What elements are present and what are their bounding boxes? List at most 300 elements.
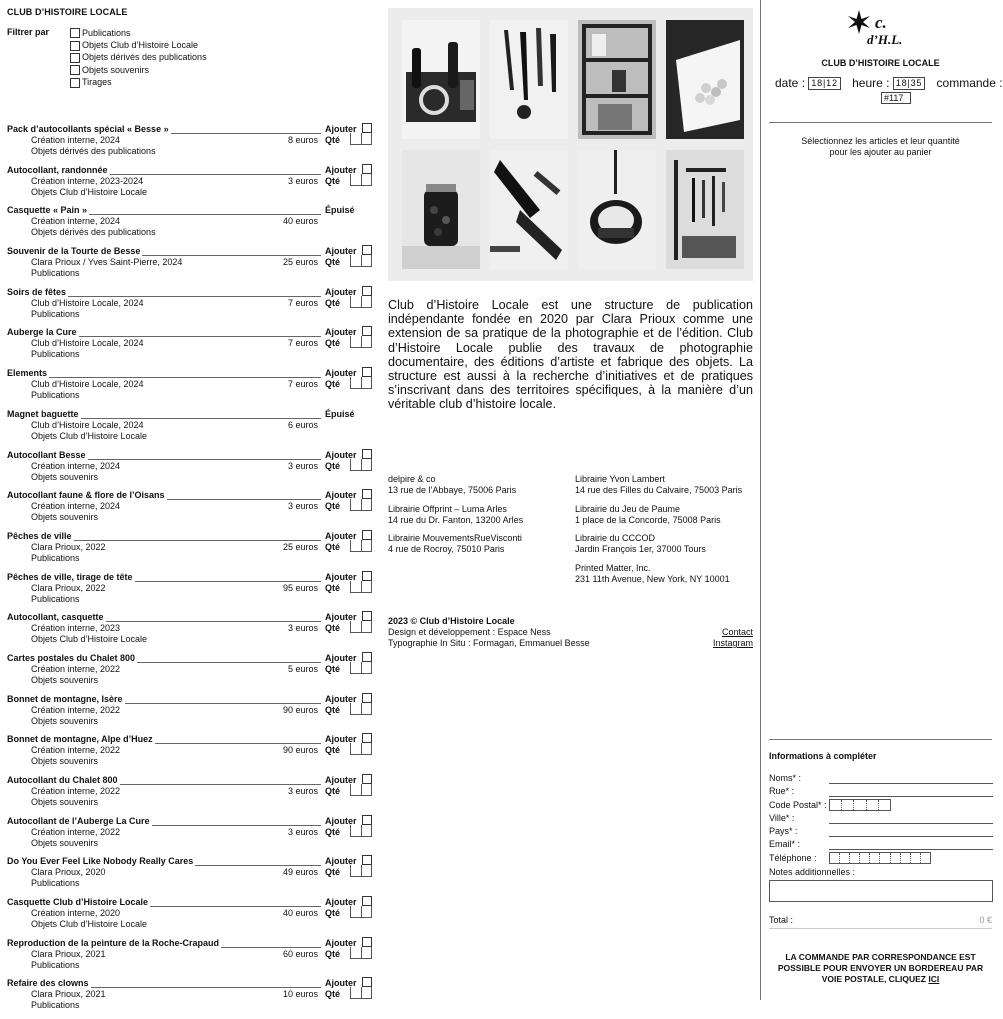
product-name: Magnet baguette xyxy=(7,408,79,419)
product-author-year: Clara Prioux, 2021 xyxy=(31,948,106,959)
product-category: Objets Club d’Histoire Locale xyxy=(31,634,148,645)
product-price: 40 euros xyxy=(282,908,318,919)
add-to-cart-checkbox[interactable] xyxy=(362,571,372,581)
add-to-cart-checkbox[interactable] xyxy=(362,733,372,743)
add-label: Ajouter xyxy=(325,246,357,257)
filter-label: Filtrer par xyxy=(7,27,50,37)
add-label: Ajouter xyxy=(325,897,357,908)
add-label: Ajouter xyxy=(325,978,357,989)
stockist-name: Printed Matter, Inc. xyxy=(575,563,651,573)
product-author-year: Création interne, 2022 xyxy=(31,786,121,796)
product-header xyxy=(7,205,373,217)
product-name: Autocollant faune & flore de l’Oisans xyxy=(7,490,165,501)
product-price: 7 euros xyxy=(287,338,318,349)
add-to-cart-checkbox[interactable] xyxy=(362,326,372,336)
product-author-year: Création interne, 2020 xyxy=(31,908,121,919)
product-category: Objets souvenirs xyxy=(31,471,99,482)
time-minute: 35 xyxy=(910,78,923,88)
stockist-name: Librairie MouvementsRueVisconti xyxy=(388,533,522,543)
product-name: Casquette Club d’Histoire Locale xyxy=(7,897,149,908)
product-author-year: Création interne, 2023 xyxy=(31,623,121,634)
add-to-cart-checkbox[interactable] xyxy=(362,815,372,825)
add-label: Ajouter xyxy=(325,693,357,704)
product-category: Objets dérivés des publications xyxy=(31,227,156,238)
filter-option-label: Publications xyxy=(82,27,131,38)
add-to-cart-checkbox[interactable] xyxy=(362,123,372,133)
product-author-year: Club d’Histoire Locale, 2024 xyxy=(31,379,144,390)
product-leader-line xyxy=(7,377,321,378)
product-header xyxy=(7,450,373,462)
stockist-name: Librairie du CCCOD xyxy=(575,533,656,543)
filter-option-label: Objets dérivés des publications xyxy=(82,52,207,63)
add-to-cart-checkbox[interactable] xyxy=(362,245,372,255)
filter-option-label: Tirages xyxy=(82,77,112,88)
product-price: 95 euros xyxy=(282,582,318,593)
add-label: Ajouter xyxy=(325,164,357,175)
quantity-input[interactable] xyxy=(350,743,372,755)
product-author-year: Clara Prioux, 2022 xyxy=(31,582,106,593)
form-field-label: Noms* : xyxy=(769,773,802,783)
product-name: Soirs de fêtes xyxy=(7,286,67,297)
filter-option[interactable] xyxy=(70,64,207,76)
form-row xyxy=(769,773,993,786)
add-label: Ajouter xyxy=(325,530,357,541)
product-price: 49 euros xyxy=(282,867,318,878)
add-to-cart-checkbox[interactable] xyxy=(362,937,372,947)
product-header xyxy=(7,287,373,299)
quantity-input[interactable] xyxy=(350,662,372,674)
quantity-input[interactable] xyxy=(350,459,372,471)
add-label: Ajouter xyxy=(325,815,357,826)
product-name: Pêches de ville xyxy=(7,530,72,541)
quantity-label: Qté xyxy=(325,826,341,837)
form-row xyxy=(769,786,993,799)
quantity-input[interactable] xyxy=(350,865,372,877)
product-category: Publications xyxy=(31,878,80,889)
quantity-label: Qté xyxy=(325,257,341,268)
quantity-input[interactable] xyxy=(350,581,372,593)
product-list xyxy=(7,124,373,1019)
product-price: 3 euros xyxy=(287,826,318,837)
quantity-input[interactable] xyxy=(350,296,372,308)
form-field-label: Pays* : xyxy=(769,826,798,837)
product-row xyxy=(7,856,373,897)
product-row xyxy=(7,409,373,450)
product-header xyxy=(7,734,373,746)
product-category: Objets souvenirs xyxy=(31,512,99,523)
product-name: Autocollant de l’Auberge La Cure xyxy=(7,815,150,826)
quantity-label: Qté xyxy=(325,989,341,1000)
product-category: Publications xyxy=(31,349,80,360)
product-category: Objets souvenirs xyxy=(31,674,99,685)
product-name: Do You Ever Feel Like Nobody Really Cares xyxy=(7,856,194,867)
quantity-input[interactable] xyxy=(350,947,372,959)
gallery-photo xyxy=(578,150,656,269)
product-price: 40 euros xyxy=(282,216,318,227)
quantity-label: Qté xyxy=(325,948,341,959)
product-price: 3 euros xyxy=(287,786,318,796)
product-author-year: Clara Prioux, 2021 xyxy=(31,989,106,1000)
about-text: Club d’Histoire Locale est une structure de publication indépendante fondée en 2020 par Clara Prioux comme une extension de sa pratique de la photographie et de l’édition. Club d’Histoire Locale publie des travaux de photographie documentaire, des éditions d’artiste et fabrique des objets. La structure est aussi à la recherche d’initiatives et de pratiques s’inscrivant dans des territoires spécifiques, à la manière d’un véritable club d’histoire locale. xyxy=(388,298,753,412)
product-row xyxy=(7,938,373,979)
product-name: Reproduction de la peinture de la Roche-Crapaud xyxy=(7,937,220,948)
stockist-address: 1 place de la Concorde, 75008 Paris xyxy=(575,514,721,525)
product-price: 7 euros xyxy=(287,379,318,390)
filter-checkbox[interactable] xyxy=(70,53,80,63)
quantity-label: Qté xyxy=(325,297,341,308)
add-to-cart-checkbox[interactable] xyxy=(362,286,372,296)
product-row xyxy=(7,897,373,938)
filter-checkbox[interactable] xyxy=(70,65,80,75)
product-price: 7 euros xyxy=(287,297,318,308)
form-field-label: Téléphone : xyxy=(769,852,817,863)
quantity-input[interactable] xyxy=(350,784,372,796)
gallery-photo xyxy=(402,20,480,139)
product-row xyxy=(7,327,373,368)
product-author-year: Club d’Histoire Locale, 2024 xyxy=(31,297,144,308)
stockist-address: 13 rue de l’Abbaye, 75006 Paris xyxy=(388,484,517,495)
order-sidebar xyxy=(760,0,1003,1000)
filter-list xyxy=(70,27,207,89)
quantity-input[interactable] xyxy=(350,255,372,267)
quantity-input[interactable] xyxy=(350,987,372,999)
product-category: Objets souvenirs xyxy=(31,837,99,848)
product-name: Autocollant du Chalet 800 xyxy=(7,775,118,785)
filter-option[interactable] xyxy=(70,52,207,64)
gallery-photo xyxy=(666,20,744,139)
stockist xyxy=(575,504,760,526)
quantity-label: Qté xyxy=(325,663,341,674)
svg-text:c.: c. xyxy=(875,13,887,32)
svg-text:d’H.L.: d’H.L. xyxy=(867,32,903,47)
add-label: Ajouter xyxy=(325,856,357,867)
notes-input[interactable] xyxy=(769,880,993,902)
product-header xyxy=(7,897,373,909)
date-label: date : xyxy=(775,76,806,90)
product-price: 3 euros xyxy=(287,175,318,186)
product-name: Refaire des clowns xyxy=(7,978,89,989)
product-header xyxy=(7,856,373,868)
mail-order-link[interactable]: ICI xyxy=(928,974,940,984)
form-field-label: Code Postal* : xyxy=(769,799,827,810)
product-name: Autocollant, randonnée xyxy=(7,164,108,175)
design-credit: Design et développement : Espace Ness xyxy=(388,626,551,637)
add-label: Ajouter xyxy=(325,612,357,623)
filter-checkbox[interactable] xyxy=(70,28,80,38)
product-header xyxy=(7,572,373,584)
add-to-cart-checkbox[interactable] xyxy=(362,774,372,784)
quantity-input[interactable] xyxy=(350,133,372,145)
order-number: #117 xyxy=(881,92,911,104)
product-author-year: Création interne, 2022 xyxy=(31,663,121,674)
gallery-photo xyxy=(490,150,568,269)
product-header xyxy=(7,775,373,787)
total-label: Total : xyxy=(769,915,794,925)
add-to-cart-checkbox[interactable] xyxy=(362,693,372,703)
product-category: Publications xyxy=(31,268,80,279)
sidebar-title: CLUB D’HISTOIRE LOCALE xyxy=(821,58,940,68)
form-title: Informations à compléter xyxy=(769,751,877,761)
site-logo xyxy=(845,10,915,48)
stockist xyxy=(388,474,573,496)
product-name: Bonnet de montagne, Alpe d’Huez xyxy=(7,734,153,745)
product-price: 25 euros xyxy=(282,257,318,268)
form-row xyxy=(769,813,993,826)
quantity-label: Qté xyxy=(325,135,341,145)
customer-form xyxy=(769,773,993,866)
form-field-input[interactable] xyxy=(829,796,993,797)
instagram-link[interactable]: Instagram xyxy=(712,638,753,648)
add-to-cart-checkbox[interactable] xyxy=(362,164,372,174)
quantity-label: Qté xyxy=(325,704,341,715)
stockist-address: 231 11th Avenue, New York, NY 10001 xyxy=(575,573,730,584)
product-header xyxy=(7,612,373,624)
form-field-input[interactable] xyxy=(829,836,993,837)
star-icon xyxy=(848,10,870,34)
add-to-cart-checkbox[interactable] xyxy=(362,652,372,662)
add-to-cart-checkbox[interactable] xyxy=(362,530,372,540)
product-row xyxy=(7,165,373,206)
form-field-label: Ville* : xyxy=(769,812,795,823)
filter-option-label: Objets Club d’Histoire Locale xyxy=(82,40,199,51)
product-price: 3 euros xyxy=(287,460,318,471)
gallery-photo xyxy=(578,20,656,139)
product-name: Bonnet de montagne, Isère xyxy=(7,693,123,704)
form-field-input[interactable] xyxy=(829,783,993,784)
gallery-photo xyxy=(666,150,744,269)
add-label: Ajouter xyxy=(325,775,357,785)
phone-input[interactable] xyxy=(829,852,931,864)
product-name: Elements xyxy=(7,368,48,379)
add-label: Ajouter xyxy=(325,368,357,379)
stockist-address: 14 rue des Filles du Calvaire, 75003 Paris xyxy=(575,484,743,495)
mail-order-note xyxy=(767,952,994,985)
quantity-input[interactable] xyxy=(350,621,372,633)
product-header xyxy=(7,165,373,177)
product-header xyxy=(7,531,373,543)
filter-option[interactable] xyxy=(70,77,207,89)
product-row xyxy=(7,531,373,572)
product-price: 25 euros xyxy=(282,541,318,552)
product-row xyxy=(7,816,373,857)
quantity-label: Qté xyxy=(325,501,341,512)
gallery-photo xyxy=(490,20,568,139)
typography-credit: Typographie In Situ : Formagari, Emmanuel Besse xyxy=(388,637,590,648)
quantity-label: Qté xyxy=(325,582,341,593)
filter-checkbox[interactable] xyxy=(70,78,80,88)
quantity-label: Qté xyxy=(325,541,341,552)
add-label: Ajouter xyxy=(325,734,357,745)
product-category: Publications xyxy=(31,390,80,401)
product-category: Objets Club d’Histoire Locale xyxy=(31,186,148,197)
add-label: Ajouter xyxy=(325,571,357,582)
product-category: Publications xyxy=(31,308,80,319)
product-row xyxy=(7,978,373,1019)
quantity-label: Qté xyxy=(325,379,341,390)
stockist-name: Librairie Offprint – Luma Arles xyxy=(388,504,507,514)
contact-link[interactable]: Contact xyxy=(721,627,753,637)
quantity-label: Qté xyxy=(325,623,341,634)
product-price: 3 euros xyxy=(287,501,318,512)
copyright: 2023 © Club d’Histoire Locale xyxy=(388,616,515,626)
form-row xyxy=(769,853,993,866)
add-label: Ajouter xyxy=(325,124,357,134)
product-row xyxy=(7,694,373,735)
product-author-year: Création interne, 2024 xyxy=(31,216,121,227)
add-to-cart-checkbox[interactable] xyxy=(362,489,372,499)
product-price: 8 euros xyxy=(287,135,318,145)
form-field-input[interactable] xyxy=(829,849,993,850)
product-author-year: Création interne, 2022 xyxy=(31,826,121,837)
stockist xyxy=(388,504,573,526)
product-category: Objets souvenirs xyxy=(31,756,99,767)
add-label: Ajouter xyxy=(325,449,357,460)
product-author-year: Clara Prioux, 2020 xyxy=(31,867,106,878)
product-category: Objets Club d’Histoire Locale xyxy=(31,919,148,930)
time-label: heure : xyxy=(852,76,890,90)
product-author-year: Clara Prioux / Yves Saint-Pierre, 2024 xyxy=(31,257,183,268)
product-header xyxy=(7,490,373,502)
product-price: 90 euros xyxy=(282,745,318,756)
product-category: Objets souvenirs xyxy=(31,715,99,726)
product-author-year: Création interne, 2024 xyxy=(31,460,121,471)
divider xyxy=(769,928,992,929)
product-author-year: Création interne, 2024 xyxy=(31,135,121,145)
time-hour: 18 xyxy=(895,78,908,88)
form-field-label: Rue* : xyxy=(769,786,795,797)
product-header xyxy=(7,653,373,665)
date-day: 18 xyxy=(811,78,823,88)
product-name: Pêches de ville, tirage de tête xyxy=(7,571,133,582)
date-month: 12 xyxy=(826,78,838,88)
quantity-label: Qté xyxy=(325,460,341,471)
product-author-year: Création interne, 2022 xyxy=(31,745,121,756)
postal-code-input[interactable] xyxy=(829,799,891,811)
quantity-label: Qté xyxy=(325,338,341,349)
quantity-input[interactable] xyxy=(350,906,372,918)
product-name: Auberge la Cure xyxy=(7,327,77,338)
gallery-photo xyxy=(402,150,480,269)
stockist xyxy=(575,533,760,555)
total-value: 0 € xyxy=(979,915,992,925)
product-price: 3 euros xyxy=(287,623,318,634)
product-row xyxy=(7,653,373,694)
product-header xyxy=(7,938,373,950)
product-price: 10 euros xyxy=(282,989,318,1000)
product-category: Publications xyxy=(31,593,80,604)
product-category: Objets souvenirs xyxy=(31,797,99,807)
quantity-label: Qté xyxy=(325,175,341,186)
product-row xyxy=(7,124,373,165)
product-row xyxy=(7,246,373,287)
product-row xyxy=(7,612,373,653)
divider xyxy=(769,122,992,123)
date-field: 18|12 xyxy=(808,77,840,90)
add-to-cart-checkbox[interactable] xyxy=(362,896,372,906)
quantity-input[interactable] xyxy=(350,174,372,186)
quantity-label: Qté xyxy=(325,786,341,796)
stockist-name: Librairie du Jeu de Paume xyxy=(575,504,681,514)
add-label: Ajouter xyxy=(325,286,357,297)
stockist xyxy=(575,563,760,585)
form-row xyxy=(769,839,993,852)
add-label: Ajouter xyxy=(325,937,357,948)
add-to-cart-checkbox[interactable] xyxy=(362,977,372,987)
sold-out-label: Épuisé xyxy=(325,205,355,216)
product-row xyxy=(7,368,373,409)
footer xyxy=(388,616,753,649)
form-field-input[interactable] xyxy=(829,823,993,824)
stockist xyxy=(388,533,573,555)
filter-option[interactable] xyxy=(70,39,207,51)
product-row xyxy=(7,775,373,816)
product-author-year: Club d’Histoire Locale, 2024 xyxy=(31,338,144,349)
quantity-input[interactable] xyxy=(350,825,372,837)
product-price: 60 euros xyxy=(282,948,318,959)
cart-help-text: Sélectionnez les articles et leur quantité pour les ajouter au panier xyxy=(801,136,960,157)
product-name: Cartes postales du Chalet 800 xyxy=(7,652,136,663)
product-author-year: Création interne, 2022 xyxy=(31,704,121,715)
time-field: 18|35 xyxy=(893,77,925,90)
product-header xyxy=(7,409,373,421)
product-author-year: Création interne, 2023-2024 xyxy=(31,175,144,186)
order-label: commande : xyxy=(936,76,1003,90)
quantity-input[interactable] xyxy=(350,377,372,389)
site-title: CLUB D’HISTOIRE LOCALE xyxy=(7,7,128,17)
product-name: Casquette « Pain » xyxy=(7,205,88,216)
add-to-cart-checkbox[interactable] xyxy=(362,855,372,865)
filter-checkbox[interactable] xyxy=(70,41,80,51)
product-name: Autocollant, casquette xyxy=(7,612,104,623)
add-label: Ajouter xyxy=(325,327,357,338)
mail-order-text: LA COMMANDE PAR CORRESPONDANCE EST POSSIBLE POUR ENVOYER UN BORDEREAU PAR VOIE POSTALE, CLIQUEZ xyxy=(777,952,984,984)
quantity-input[interactable] xyxy=(350,703,372,715)
stockist-address: 14 rue du Dr. Fanton, 13200 Arles xyxy=(388,514,524,525)
product-price: 6 euros xyxy=(287,419,318,430)
product-row xyxy=(7,287,373,328)
product-row xyxy=(7,572,373,613)
product-category: Publications xyxy=(31,552,80,563)
filter-option[interactable] xyxy=(70,27,207,39)
product-header xyxy=(7,327,373,339)
form-row xyxy=(769,800,993,813)
form-field-label: Email* : xyxy=(769,839,801,850)
quantity-label: Qté xyxy=(325,867,341,878)
add-label: Ajouter xyxy=(325,652,357,663)
add-label: Ajouter xyxy=(325,490,357,501)
catalog-column xyxy=(7,0,373,1011)
sold-out-label: Épuisé xyxy=(325,408,355,419)
add-to-cart-checkbox[interactable] xyxy=(362,449,372,459)
form-row xyxy=(769,826,993,839)
quantity-input[interactable] xyxy=(350,540,372,552)
product-row xyxy=(7,490,373,531)
quantity-input[interactable] xyxy=(350,499,372,511)
product-header xyxy=(7,246,373,258)
product-author-year: Création interne, 2024 xyxy=(31,501,121,512)
filter-option-label: Objets souvenirs xyxy=(82,64,150,75)
product-category: Publications xyxy=(31,1000,80,1011)
product-header xyxy=(7,816,373,828)
product-author-year: Clara Prioux, 2022 xyxy=(31,541,106,552)
product-header xyxy=(7,694,373,706)
product-category: Objets dérivés des publications xyxy=(31,146,156,156)
divider xyxy=(769,739,992,740)
quantity-input[interactable] xyxy=(350,336,372,348)
add-to-cart-checkbox[interactable] xyxy=(362,367,372,377)
add-to-cart-checkbox[interactable] xyxy=(362,611,372,621)
order-meta xyxy=(775,76,1003,103)
